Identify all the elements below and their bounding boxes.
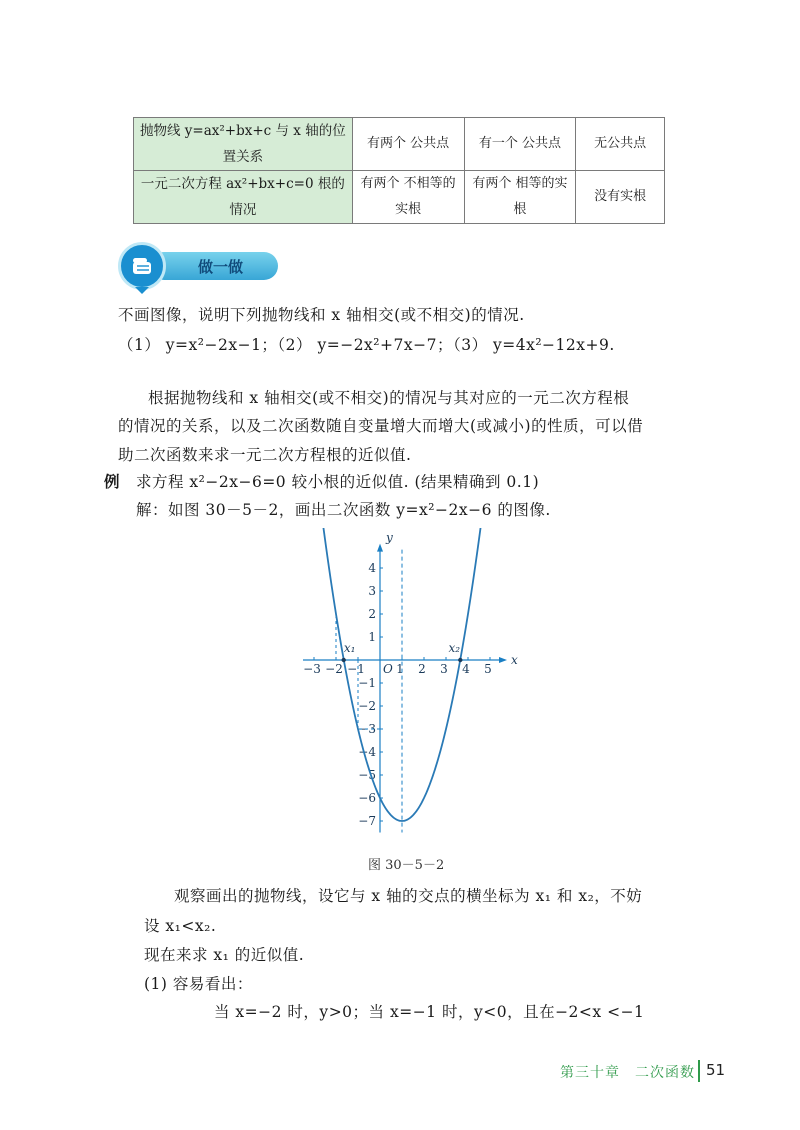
y-axis-label: y [386,530,393,545]
y-tick-label: −7 [358,814,376,828]
table-cell: 一元二次方程 ax²+bx+c=0 根的情况 [134,171,353,224]
x-tick-label: 2 [418,662,426,676]
paragraph: 根据抛物线和 x 轴相交(或不相交)的情况与其对应的一元二次方程根 [148,389,630,407]
chapter-title: 第三十章 二次函数 [560,1065,695,1081]
table-cell: 有两个 不相等的实根 [352,171,464,224]
x-tick-label: −3 [303,662,321,676]
table-row [134,171,665,224]
x-axis-label: x [511,653,518,667]
activity-banner [110,240,280,292]
y-tick-label: −3 [358,722,376,736]
paragraph: 助二次函数来求一元二次方程根的近似值. [118,446,412,464]
solution-text: 解：如图 30－5－2，画出二次函数 y=x²−2x−6 的图像. [136,501,551,519]
origin-label: O [383,662,393,676]
y-tick-label: 2 [368,607,376,621]
table-cell: 有两个 公共点 [352,118,464,171]
table-cell: 无公共点 [576,118,665,171]
banner-pill [150,252,278,280]
table-cell: 有两个 相等的实根 [464,171,576,224]
relation-table [133,117,665,224]
x-tick-label: 3 [440,662,448,676]
example-text: 求方程 x²−2x−6=0 较小根的近似值. (结果精确到 0.1) [136,473,540,491]
footer-divider [698,1060,700,1082]
banner-pointer [135,287,149,294]
banner-label: 做一做 [198,258,244,276]
page-number: 51 [706,1061,726,1079]
paragraph: 现在来求 x₁ 的近似值. [144,946,305,964]
x-tick-label: −2 [325,662,343,676]
y-tick-label: 3 [368,584,376,598]
root-point [342,658,346,662]
y-tick-label: −5 [358,768,376,782]
paragraph: 不画图像，说明下列抛物线和 x 轴相交(或不相交)的情况. [118,306,525,324]
parabola-graph [280,528,540,846]
y-tick-label: −2 [358,699,376,713]
root-label: x₁ [343,641,356,655]
paragraph: 观察画出的抛物线，设它与 x 轴的交点的横坐标为 x₁ 和 x₂，不妨 [174,887,643,905]
table-cell: 抛物线 y=ax²+bx+c 与 x 轴的位置关系 [134,118,353,171]
figure-caption: 图 30－5－2 [368,858,445,873]
table-cell: 有一个 公共点 [464,118,576,171]
paragraph: （1） y=x²−2x−1；（2） y=−2x²+7x−7；（3） y=4x²−12x+9. [118,336,615,354]
paragraph: 当 x=−2 时，y>0；当 x=−1 时，y<0，且在−2<x <−1 [214,1003,645,1021]
hand-icon [118,242,166,290]
x-tick-label: 4 [462,662,470,676]
y-tick-label: 4 [368,561,376,575]
paragraph: (1) 容易看出： [144,975,253,993]
x-axis-arrow [499,657,507,663]
y-tick-label: 1 [368,630,376,644]
x-tick-label: 5 [484,662,492,676]
y-tick-label: −1 [358,676,376,690]
y-axis-arrow [377,544,383,552]
root-point [458,658,462,662]
example-label: 例 [104,473,121,491]
y-tick-label: −6 [358,791,376,805]
x-tick-label: 1 [396,662,404,676]
paragraph: 的情况的关系，以及二次函数随自变量增大而增大(或减小)的性质，可以借 [118,417,644,435]
y-tick-label: −4 [358,745,376,759]
table-cell: 没有实根 [576,171,665,224]
x-tick-label: −1 [347,662,365,676]
table-row [134,118,665,171]
root-label: x₂ [448,641,461,655]
paragraph: 设 x₁<x₂. [144,917,217,935]
